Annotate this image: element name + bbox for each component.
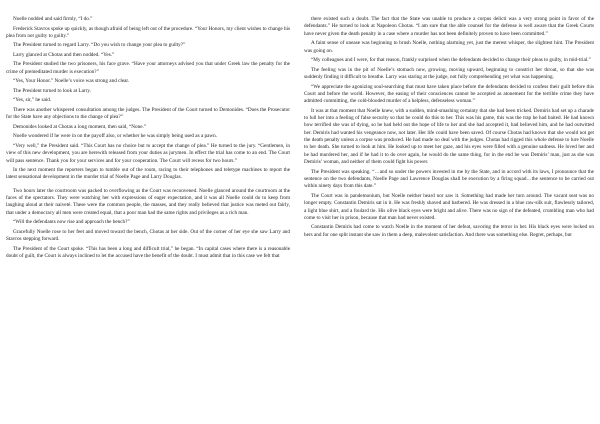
paragraph: The President turned to regard Larry. “Do you wish to change your plea to guilty?”	[13, 42, 186, 49]
paragraph: Demonides looked at Chotas a long moment, then said, “None.”	[13, 123, 147, 130]
right-text-column	[294, 16, 594, 424]
paragraph: “Yes, Your Honor.” Noelle’s voice was strong and clear.	[13, 78, 130, 85]
paragraph: “Yes, sir,” he said.	[13, 97, 52, 104]
paragraph: The President was speaking. “…and so under the powers invested in me by the State, and in accord with its laws, I pronounce that the sentence on the two defendants, Noelle Page and Lawrence Douglas shall be execution by a firing squad…the sentence to be carried out within ninety days from this date.”	[304, 168, 594, 190]
paragraph: there existed such a doubt. The fact that the State was unable to produce a corpus delicti was a very strong point in favor of the defendants.” He turned to look at Napoleon Chotas. “I am sure that the able counsel for the defense is well aware that the Greek Courts have never given the death penalty in a case where a murder has not been definitely proven to have been committed.”	[304, 16, 594, 37]
paragraph: The President studied the two prisoners, his face grave. “Have your attorneys advised you that under Greek law the penalty for the crime of premeditated murder is execution?”	[6, 61, 290, 75]
paragraph: “Will the defendants now rise and approach the bench?”	[13, 219, 130, 226]
paragraph: “My colleagues and I were, for that reason, frankly surprised when the defendants decided to change their pleas to guilty, in mid-trial.”	[311, 57, 591, 64]
paragraph: The President turned to look at Larry.	[13, 87, 91, 94]
paragraph: The Court was in pandemonium, but Noelle neither heard nor saw it. Something had made her turn around. The vacant seat was no longer empty. Constantin Demiris sat in it. He was freshly shaved and barbered. He was dressed in a blue raw-silk suit, flawlessly tailored, a light blue shirt, and a foulard tie. His olive black eyes were bright and alive. There was no sign of the defeated, crumbling man who had come to visit her in prison, because that man had never existed.	[304, 192, 594, 221]
paragraph: There was another whispered consultation among the judges. The President of the Court turned to Demonides. “Does the Prosecutor for the State have any objections to the change of plea?”	[6, 106, 290, 121]
paragraph: Noelle wondered if he were in on the payoff also, or whether he was simply being used as a pawn.	[13, 133, 218, 140]
paragraph: Noelle nodded and said firmly, “I do.”	[13, 16, 93, 22]
paragraph: The feeling was in the pit of Noelle’s stomach now, growing, moving upward, beginning to constrict her throat, so that she was suddenly finding it difficult to breathe. Larry was staring at the judge, not fully comprehending yet what was happening.	[304, 66, 594, 80]
paragraph: A faint sense of unease was beginning to brush Noelle, nothing alarming yet, just the merest whisper, the slightest hint. The President was going on.	[304, 40, 594, 54]
paragraph: Frederick Stavros spoke up quickly, as though afraid of being left out of the procedure. “Your Honors, my client wishes to change his plea from not guilty to guilty.”	[6, 25, 290, 39]
paragraph: Gracefully Noelle rose to her feet and moved toward the bench, Chotas at her side. Out of the corner of her eye she saw Larry and Stavros stepping forward.	[6, 228, 290, 243]
left-text-column	[6, 16, 294, 424]
paragraph: Larry glanced at Chotas and then nodded. “Yes.”	[13, 51, 115, 58]
paragraph: “Very well,” the President said. “This Court has no choice but to accept the change of plea.” He turned to the jury. “Gentlemen, in view of this new development, you are herewith released from your duties as jurymen. In effect the trial has come to an end. The Court will pass sentence. Thank you for your services and for your cooperation. The Court will recess for two hours.”	[6, 142, 290, 164]
paragraph: Two hours later the courtroom was packed to overflowing as the Court was reconvened. Noelle glanced around the courtroom at the faces of the spectators. They were watching her with expressions of eager expectation, and it was all Noelle could do to keep from laughing aloud at their naiveté. These were the common people, the masses, and they really believed that justice was meted out fairly, that under a democracy all men were created equal, that a poor man had the same rights and privileges as a rich man.	[6, 187, 290, 216]
paragraph: “We appreciate the agonizing soul-searching that must have taken place before the defendants decided to confess their guilt before this Court and before the world. However, the easing of their consciences cannot be accepted as atonement for the terrible crime they have admitted committing, the cold-blooded murder of a helpless, defenseless woman.”	[304, 83, 594, 105]
paragraph: In the next moment the reporters began to tumble out of the room, racing to their telephones and teletype machines to report the latest sensational development in the murder trial of Noelle Page and Larry Douglas.	[6, 167, 290, 181]
paragraph: The President of the Court spoke. “This has been a long and difficult trial,” he began. “In capital cases where there is a reasonable doubt of guilt, the Court is always inclined to let the accused have the benefit of the doubt. I must admit that in this case we felt that	[6, 245, 290, 260]
paragraph: Constantin Demiris had come to watch Noelle in the moment of her defeat, savoring the terror in her. His black eyes were locked on hers and for one split instant she saw in them a deep, malevolent satisfaction. And there was something else. Regret, perhaps, but	[304, 224, 594, 238]
paragraph: It was at that moment that Noelle knew, with a sudden, mind-smashing certainty that she had been tricked. Demiris had set up a charade to lull her into a feeling of false security so that he could do this to her. This was his game, this was the trap he had baited. He had known how terrified she was of dying, so he had held out the hope of life to her and she had accepted it, had believed him, and he had outwitted her. Demiris had wanted his vengeance now, not later. Her life could have been saved. Of course Chotas had known that she would not get the death penalty unless a corpse was produced. He had made no deal with the judges. Chotas had rigged this whole defense to lure Noelle to her death. She turned to look at him. He looked up to meet her gaze, and his eyes were filled with a genuine sadness. He loved her and he had murdered her, and if he had it to do over again, he would do the same thing, for in the end he was Demiris’ man, just as she was Demiris’ woman, and neither of them could fight his power.	[304, 107, 594, 166]
